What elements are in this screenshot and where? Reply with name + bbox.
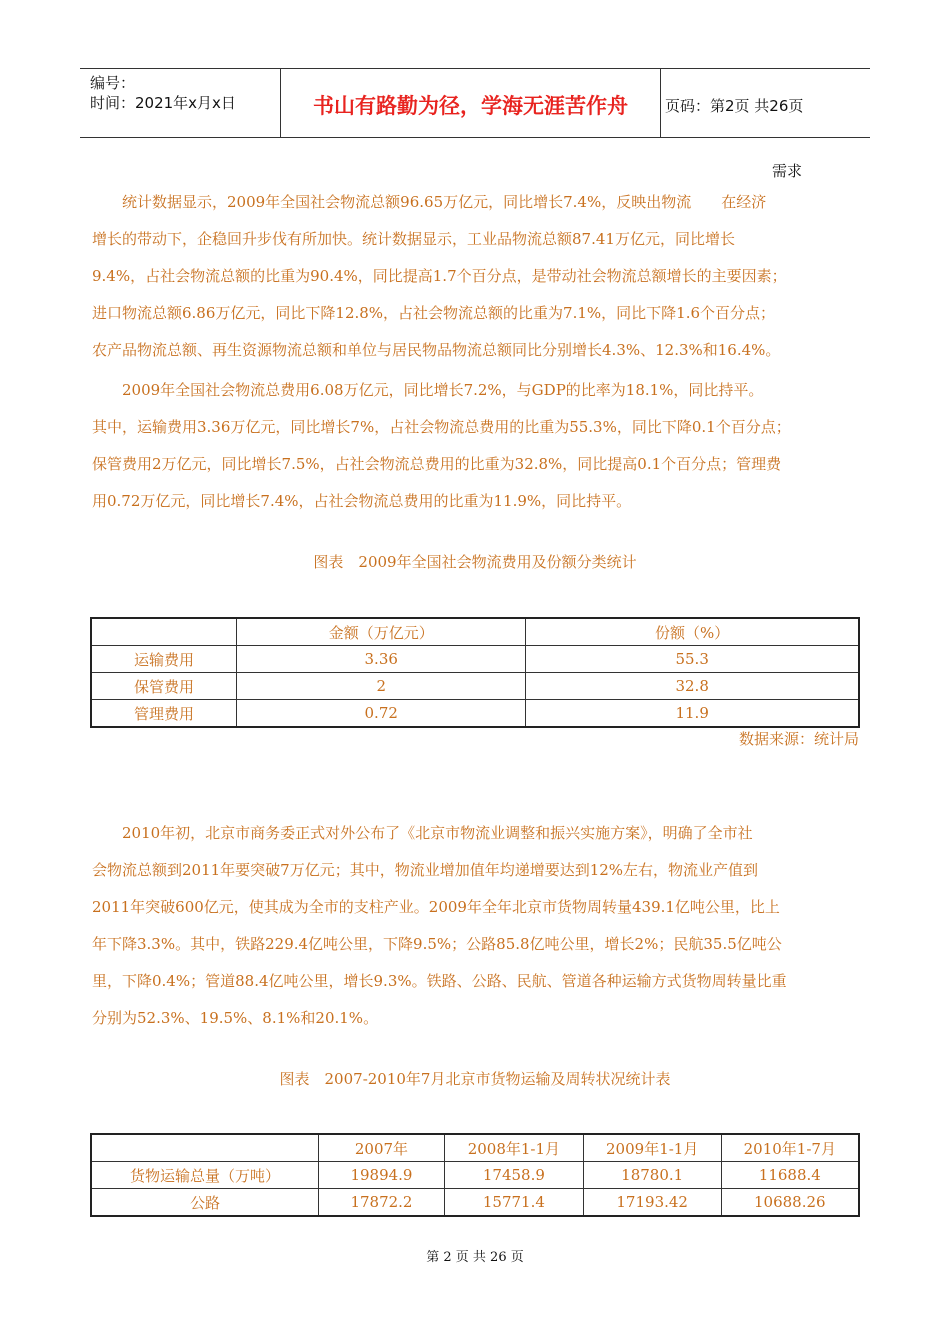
table-header-row xyxy=(91,618,859,646)
text-fragment: 需求 xyxy=(772,162,803,180)
text-line: 里，下降0.4%；管道88.4亿吨公里，增长9.3%。铁路、公路、民航、管道各种运输方式货物周转量比重 xyxy=(92,972,787,990)
text-line: 增长的带动下，企稳回升步伐有所加快。统计数据显示，工业品物流总额87.41万亿元，同比增长 xyxy=(92,230,735,248)
table-cell: 保管费用 xyxy=(91,673,237,700)
text-line: 2011年突破600亿元，使其成为全市的支柱产业。2009年全年北京市货物周转量439.1亿吨公里，比上 xyxy=(92,898,780,916)
table-cell: 18780.1 xyxy=(583,1162,721,1189)
text-line: 9.4%，占社会物流总额的比重为90.4%，同比提高1.7个百分点，是带动社会物流总额增长的主要因素； xyxy=(92,267,787,285)
table-cell xyxy=(91,618,237,646)
paragraph-beijing-logistics xyxy=(92,815,860,1037)
paragraph-logistics-total xyxy=(92,184,860,369)
table-row xyxy=(91,1162,859,1189)
table-cell: 2 xyxy=(237,673,526,700)
table-cell: 0.72 xyxy=(237,700,526,728)
doc-number: 编号： xyxy=(90,74,136,92)
table-header-cell: 2008年1-1月 xyxy=(444,1134,583,1162)
doc-time: 时间：2021年x月x日 xyxy=(90,94,236,112)
table-row xyxy=(91,700,859,728)
cost-share-table xyxy=(90,617,860,728)
beijing-freight-table xyxy=(90,1133,860,1217)
table-cell: 17872.2 xyxy=(318,1189,444,1217)
table-row xyxy=(91,673,859,700)
table-cell xyxy=(91,1134,318,1162)
table-cell: 11.9 xyxy=(526,700,859,728)
table-cell: 3.36 xyxy=(237,646,526,673)
table-cell: 17458.9 xyxy=(444,1162,583,1189)
table-header-cell: 2009年1-1月 xyxy=(583,1134,721,1162)
table1-caption: 图表 2009年全国社会物流费用及份额分类统计 xyxy=(313,553,637,571)
table-cell: 55.3 xyxy=(526,646,859,673)
table-cell: 管理费用 xyxy=(91,700,237,728)
table-cell: 17193.42 xyxy=(583,1189,721,1217)
table2-caption: 图表 2007-2010年7月北京市货物运输及周转状况统计表 xyxy=(279,1070,671,1088)
table-cell: 19894.9 xyxy=(318,1162,444,1189)
table-header-row xyxy=(91,1134,859,1162)
table-cell: 11688.4 xyxy=(721,1162,859,1189)
text-line: 分别为52.3%、19.5%、8.1%和20.1%。 xyxy=(92,1009,379,1027)
header-motto: 书山有路勤为径，学海无涯苦作舟 xyxy=(281,69,661,137)
table-row xyxy=(91,1189,859,1217)
text-line: 会物流总额到2011年要突破7万亿元；其中，物流业增加值年均递增要达到12%左右，物流业产值到 xyxy=(92,861,759,879)
text-line: 用0.72万亿元，同比增长7.4%，占社会物流总费用的比重为11.9%，同比持平。 xyxy=(92,492,632,510)
text-line: 其中，运输费用3.36万亿元，同比增长7%，占社会物流总费用的比重为55.3%，同比下降0.1个百分点； xyxy=(92,418,791,436)
page-header xyxy=(80,68,870,138)
table-cell: 货物运输总量（万吨） xyxy=(91,1162,318,1189)
table-cell: 32.8 xyxy=(526,673,859,700)
text-line: 农产品物流总额、再生资源物流总额和单位与居民物品物流总额同比分别增长4.3%、12.3%和16.4%。 xyxy=(92,341,781,359)
table-cell: 10688.26 xyxy=(721,1189,859,1217)
text-line: 2009年全国社会物流总费用6.08万亿元，同比增长7.2%，与GDP的比率为18.1%，同比持平。 xyxy=(92,381,764,399)
paragraph-logistics-cost xyxy=(92,372,860,520)
table-header-cell: 份额（%） xyxy=(526,618,859,646)
text-line: 统计数据显示，2009年全国社会物流总额96.65万亿元，同比增长7.4%，反映出物流 在经济 xyxy=(92,193,767,211)
text-line: 进口物流总额6.86万亿元，同比下降12.8%，占社会物流总额的比重为7.1%，同比下降1.6个百分点； xyxy=(92,304,776,322)
text-line: 年下降3.3%。其中，铁路229.4亿吨公里，下降9.5%；公路85.8亿吨公里，增长2%；民航35.5亿吨公 xyxy=(92,935,782,953)
table-header-cell: 2010年1-7月 xyxy=(721,1134,859,1162)
table-cell: 运输费用 xyxy=(91,646,237,673)
header-page-number: 页码：第2页 共26页 xyxy=(665,96,804,115)
header-meta xyxy=(80,69,281,137)
table-row xyxy=(91,646,859,673)
text-line: 保管费用2万亿元，同比增长7.5%，占社会物流总费用的比重为32.8%，同比提高0.1个百分点；管理费 xyxy=(92,455,782,473)
data-source-note: 数据来源：统计局 xyxy=(738,730,859,748)
table-header-cell: 2007年 xyxy=(318,1134,444,1162)
text-line: 2010年初，北京市商务委正式对外公布了《北京市物流业调整和振兴实施方案》，明确了全市社 xyxy=(92,824,753,842)
table-cell: 15771.4 xyxy=(444,1189,583,1217)
page-footer: 第 2 页 共 26 页 xyxy=(426,1250,524,1265)
table-header-cell: 金额（万亿元） xyxy=(237,618,526,646)
table-cell: 公路 xyxy=(91,1189,318,1217)
